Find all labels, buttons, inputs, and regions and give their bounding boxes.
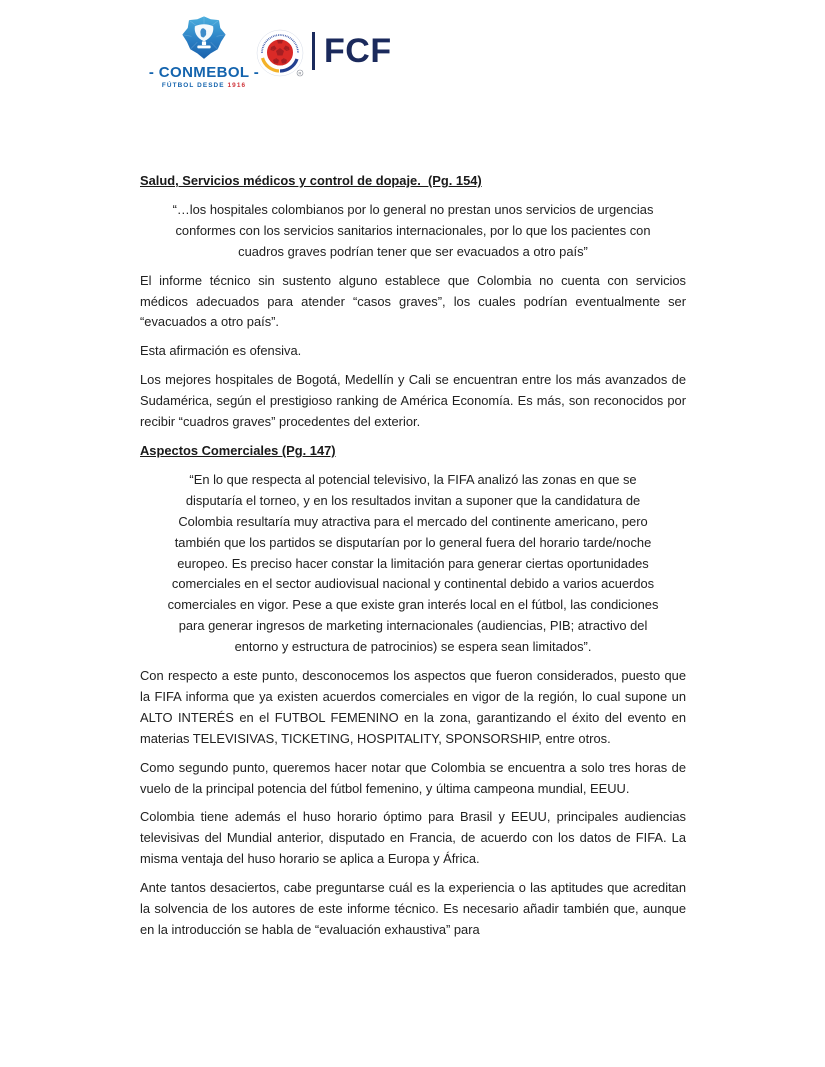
fcf-acronym: FCF (324, 31, 392, 70)
conmebol-wordmark: - CONMEBOL - (148, 64, 260, 81)
section-heading: Salud, Servicios médicos y control de dopaje. (Pg. 154) (140, 173, 482, 188)
body-paragraph: Con respecto a este punto, desconocemos los aspectos que fueron considerados, puesto que la FIFA informa que ya existen acuerdos comerciales en vigor de la región, lo cual supone un ALTO INTERÉS en el FUTBOL FEMENINO en la zona, garantizando el éxito del evento en materias TELEVISIVAS, TICKETING, HOSPITALITY, SPONSORSHIP, entre otros. (140, 668, 686, 746)
body-paragraph: Los mejores hospitales de Bogotá, Medellín y Cali se encuentran entre los más avanzados de Sudamérica, según el prestigioso ranking de América Economía. Es más, son reconocidos por recibir “cuadros graves” procedentes del exterior. (140, 372, 686, 430)
conmebol-shield-icon (179, 14, 229, 62)
conmebol-logo (146, 14, 262, 89)
quoted-excerpt: “…los hospitales colombianos por lo general no prestan unos servicios de urgencias conformes con los servicios sanitarios internacionales, por lo que los pacientes con cuadros graves podrían tener que ser evacuados a otro país” (172, 201, 654, 259)
document-body (140, 171, 686, 949)
fcf-badge-icon (256, 29, 306, 79)
quoted-excerpt: “En lo que respecta al potencial televisivo, la FIFA analizó las zonas en que se disputaría el torneo, y en los resultados invitan a suponer que la candidatura de Colombia resultaría muy atractiva para el mercado del continente americano, pero también que los partidos se disputarían por lo general fuera del horario tarde/noche europeo. Es preciso hacer constar la limitación para generar ciertas oportunidades comerciales en el sector audiovisual nacional y continental debido a varios acuerdos comerciales en vigor. Pese a que existe gran interés local en el fútbol, las condiciones para generar ingresos de marketing internacionales (audiencias, PIB; atractivo del entorno y estructura de patrocinios) se espera sean limitados”. (167, 471, 659, 655)
body-paragraph: Colombia tiene además el huso horario óptimo para Brasil y EEUU, principales audiencias televisivas del Mundial anterior, disputado en Francia, de acuerdo con los datos de FIFA. La misma ventaja del huso horario se aplica a Europa y África. (140, 809, 686, 867)
conmebol-tagline: FÚTBOL DESDE 1916 (161, 82, 247, 89)
fcf-logo (256, 29, 392, 79)
fcf-divider-bar (312, 32, 315, 70)
svg-text:R: R (298, 70, 302, 76)
body-paragraph: El informe técnico sin sustento alguno establece que Colombia no cuenta con servicios médicos adecuados para atender “casos graves”, los cuales podrían eventualmente ser “evacuados a otro país”. (140, 272, 686, 330)
body-paragraph: Esta afirmación es ofensiva. (140, 343, 302, 359)
body-paragraph: Ante tantos desaciertos, cabe preguntarse cuál es la experiencia o las aptitudes que acreditan la solvencia de los autores de este informe técnico. Es necesario añadir también que, aunque en la introducción se habla de “evaluación exhaustiva” para (140, 880, 686, 937)
section-heading: Aspectos Comerciales (Pg. 147) (140, 442, 336, 458)
body-paragraph: Como segundo punto, queremos hacer notar que Colombia se encuentra a solo tres horas de vuelo de la principal potencia del fútbol femenino, y última campeona mundial, EEUU. (140, 759, 686, 796)
